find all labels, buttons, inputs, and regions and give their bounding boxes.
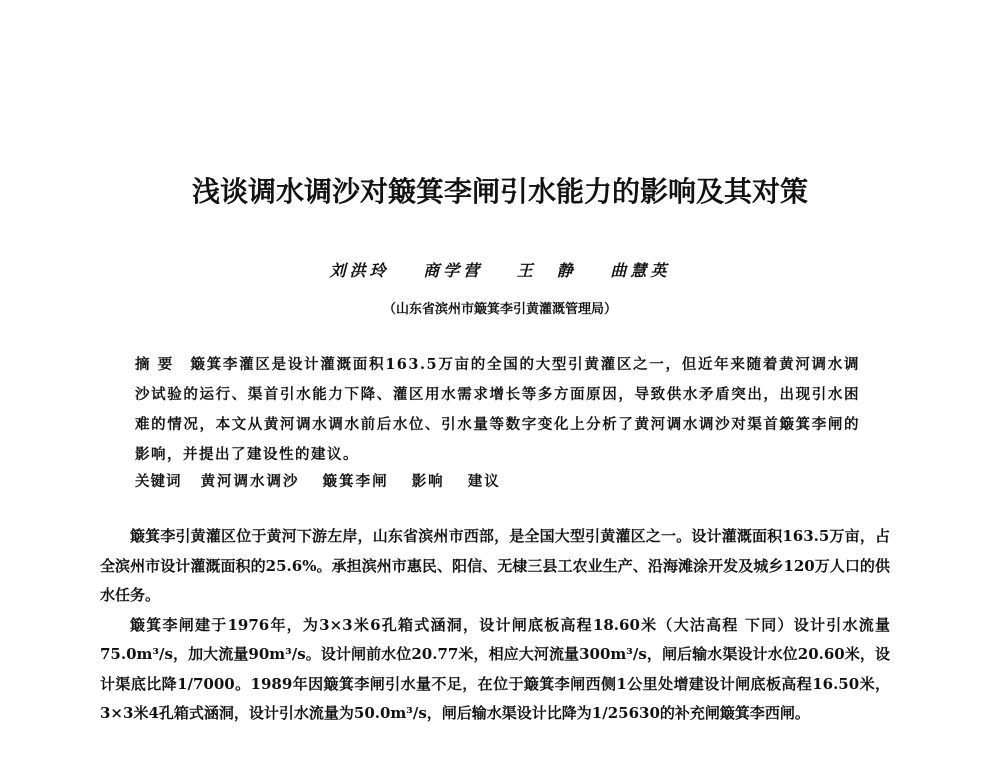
abstract-label: 摘要 [135,357,181,373]
abstract-text: 簸箕李灌区是设计灌溉面积163.5万亩的全国的大型引黄灌区之一，但近年来随着黄河调水调沙试验的运行、渠首引水能力下降、灌区用水需求增长等多方面原因，导致供水矛盾突出，出现引水困难的情况，本文从黄河调水调水前后水位、引水量等数字变化上分析了黄河调水调沙对渠首簸箕李闸的影响，并提出了建设性的建议。 [135,356,861,463]
author-name: 王 静 [516,261,577,280]
body-text [100,522,890,729]
body-paragraph: 簸箕李闸建于1976年，为3×3米6孔箱式涵洞，设计闸底板高程18.60米（大沽高程 下同）设计引水流量75.0m³/s，加大流量90m³/s。设计闸前水位20.77米，相应大河流量300m³/s，闸后输水渠设计水位20.60米，设计渠底比降1/7000。1989年因簸箕李闸引水量不足，在位于簸箕李闸西侧1公里处增建设计闸底板高程16.50米，3×3米4孔箱式涵洞，设计引水流量为50.0m³/s，闸后输水渠设计比降为1/25630的补充闸簸箕李西闸。 [100,615,890,722]
author-name: 刘洪玲 [329,261,390,280]
author-name: 曲慧英 [610,261,671,280]
affiliation: （山东省滨州市簸箕李引黄灌溉管理局） [382,302,617,317]
paper-title: 浅谈调水调沙对簸箕李闸引水能力的影响及其对策 [191,175,808,208]
author-name: 商学营 [423,261,484,280]
abstract [135,350,860,470]
keywords [135,467,860,497]
keywords-label: 关键词 [135,474,182,490]
keyword: 黄河调水调沙 [200,473,300,490]
keyword: 影响 [411,473,445,490]
keyword: 簸箕李闸 [322,473,389,490]
author-list [0,258,1000,281]
keyword: 建议 [467,473,501,490]
body-paragraph: 簸箕李引黄灌区位于黄河下游左岸，山东省滨州市西部，是全国大型引黄灌区之一。设计灌溉面积163.5万亩，占全滨州市设计灌溉面积的25.6%。承担滨州市惠民、阳信、无棣三县工农业生产、沿海滩涂开发及城乡120万人口的供水任务。 [100,527,890,604]
